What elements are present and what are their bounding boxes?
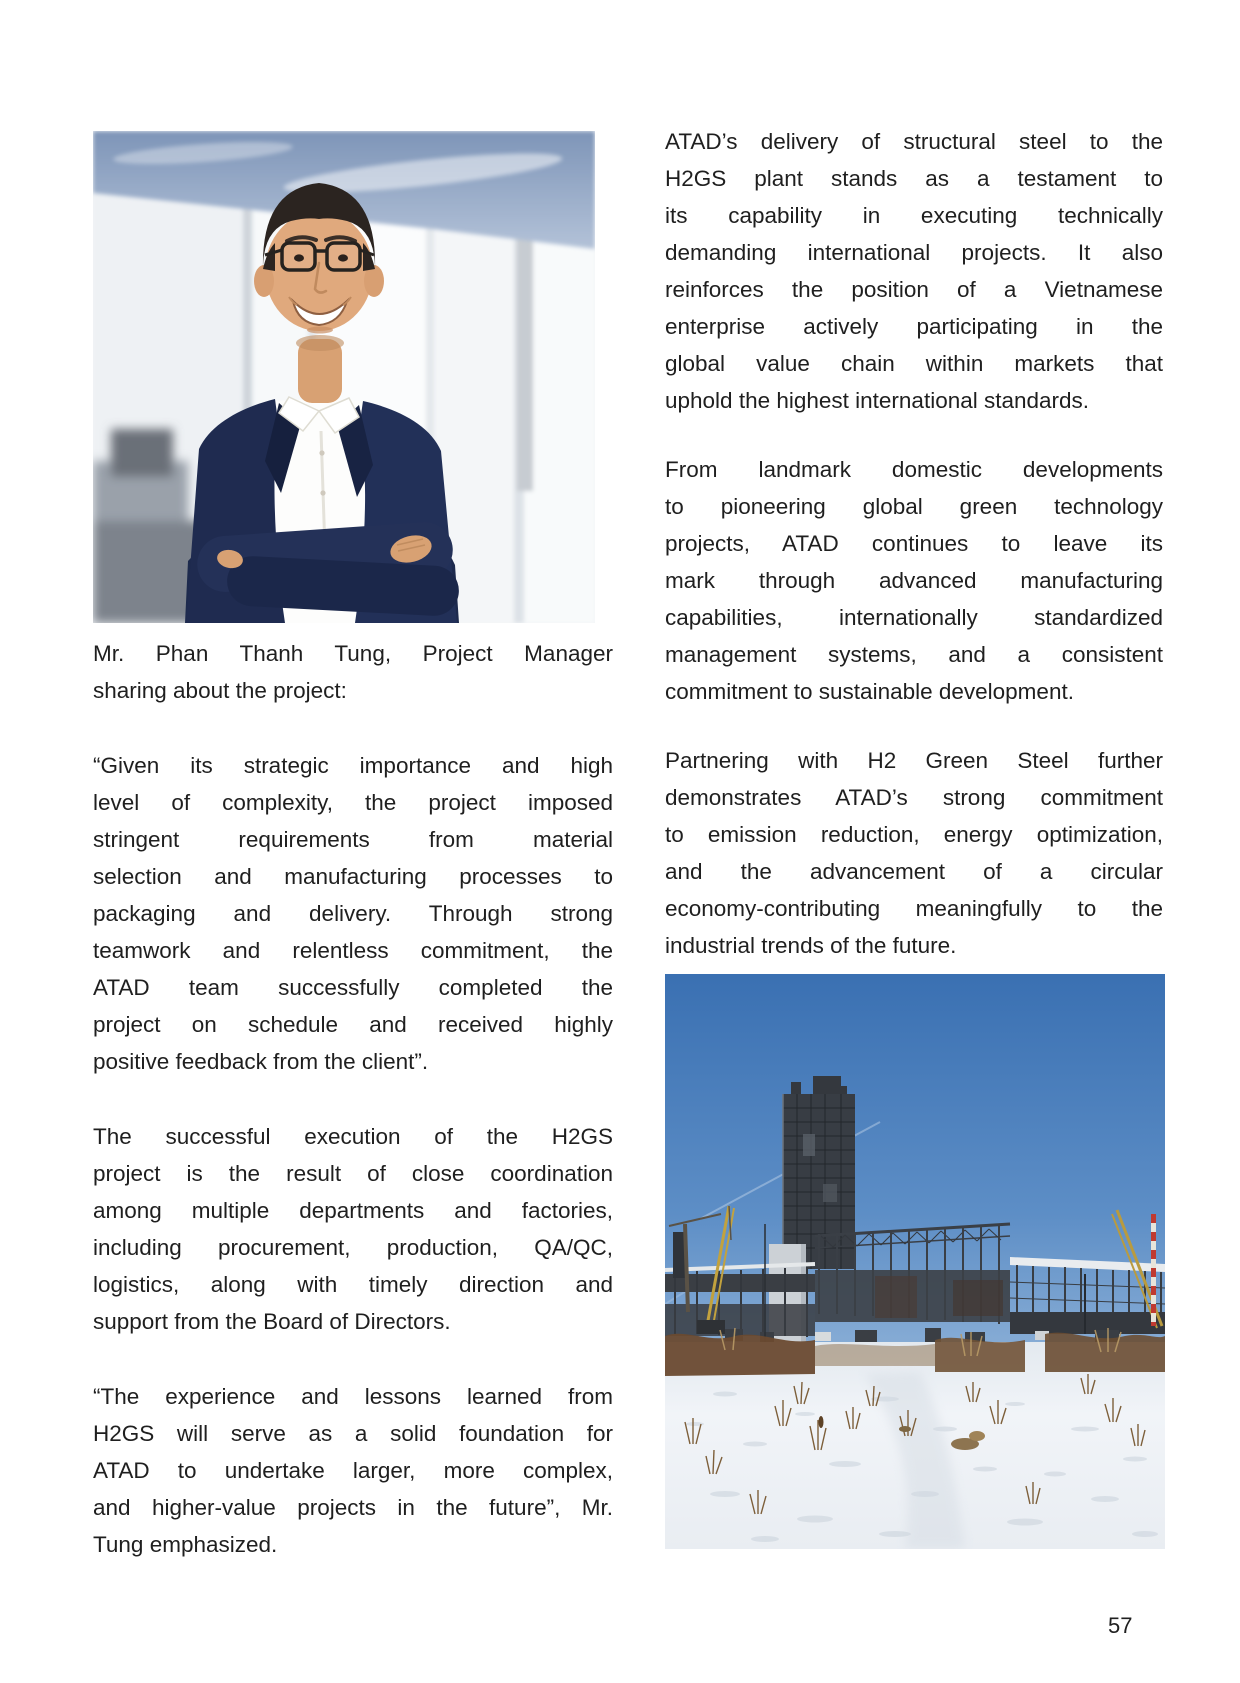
- text-line: projects, ATAD continues to leave its: [665, 531, 1163, 556]
- construction-site-photo: [665, 974, 1165, 1549]
- portrait-photo: [93, 131, 595, 623]
- text-line: H2GS will serve as a solid foundation for: [93, 1421, 613, 1446]
- text-line: sharing about the project:: [93, 678, 347, 703]
- paragraph-quote-2: [93, 1378, 613, 1563]
- text-line: H2GS plant stands as a testament to: [665, 166, 1163, 191]
- text-line: project on schedule and received highly: [93, 1012, 613, 1037]
- text-line: mark through advanced manufacturing: [665, 568, 1163, 593]
- text-line: demonstrates ATAD’s strong commitment: [665, 785, 1163, 810]
- page-number: 57: [1108, 1613, 1133, 1638]
- text-line: global value chain within markets that: [665, 351, 1163, 376]
- text-line: Tung emphasized.: [93, 1532, 278, 1557]
- text-line: project is the result of close coordination: [93, 1161, 613, 1186]
- text-line: and the advancement of a circular: [665, 859, 1163, 884]
- text-line: management systems, and a consistent: [665, 642, 1163, 667]
- text-line: logistics, along with timely direction and: [93, 1272, 613, 1297]
- paragraph-execution: [93, 1118, 613, 1340]
- text-line: commitment to sustainable development.: [665, 679, 1074, 704]
- paragraph-delivery: [665, 123, 1163, 419]
- text-line: The successful execution of the H2GS: [93, 1124, 613, 1149]
- text-line: uphold the highest international standards.: [665, 388, 1090, 413]
- text-line: “Given its strategic importance and high: [93, 753, 613, 778]
- right-column: [665, 123, 1163, 1549]
- text-line: including procurement, production, QA/QC,: [93, 1235, 613, 1260]
- text-line: Mr. Phan Thanh Tung, Project Manager: [93, 641, 613, 666]
- text-line: packaging and delivery. Through strong: [93, 901, 613, 926]
- left-column: [93, 131, 613, 1563]
- text-line: to emission reduction, energy optimization,: [665, 822, 1163, 847]
- text-line: and higher-value projects in the future”, Mr.: [93, 1495, 613, 1520]
- portrait-caption: [93, 635, 613, 709]
- construction-illustration: [665, 974, 1165, 1549]
- paragraph-quote-1: [93, 747, 613, 1080]
- text-line: reinforces the position of a Vietnamese: [665, 277, 1163, 302]
- text-line: positive feedback from the client”.: [93, 1049, 429, 1074]
- paragraph-partnering: [665, 742, 1163, 964]
- text-line: to pioneering global green technology: [665, 494, 1163, 519]
- text-line: enterprise actively participating in the: [665, 314, 1163, 339]
- text-line: selection and manufacturing processes to: [93, 864, 613, 889]
- text-line: teamwork and relentless commitment, the: [93, 938, 613, 963]
- portrait-illustration: [93, 131, 595, 623]
- text-line: its capability in executing technically: [665, 203, 1163, 228]
- text-line: level of complexity, the project imposed: [93, 790, 613, 815]
- text-line: From landmark domestic developments: [665, 457, 1163, 482]
- text-line: support from the Board of Directors.: [93, 1309, 451, 1334]
- text-line: economy-contributing meaningfully to the: [665, 896, 1163, 921]
- text-line: “The experience and lessons learned from: [93, 1384, 613, 1409]
- text-line: stringent requirements from material: [93, 827, 613, 852]
- text-line: capabilities, internationally standardized: [665, 605, 1163, 630]
- text-line: Partnering with H2 Green Steel further: [665, 748, 1163, 773]
- text-line: ATAD team successfully completed the: [93, 975, 613, 1000]
- text-line: ATAD’s delivery of structural steel to the: [665, 129, 1163, 154]
- text-line: among multiple departments and factories,: [93, 1198, 613, 1223]
- text-line: industrial trends of the future.: [665, 933, 957, 958]
- text-line: demanding international projects. It also: [665, 240, 1163, 265]
- text-line: ATAD to undertake larger, more complex,: [93, 1458, 613, 1483]
- paragraph-landmark: [665, 451, 1163, 710]
